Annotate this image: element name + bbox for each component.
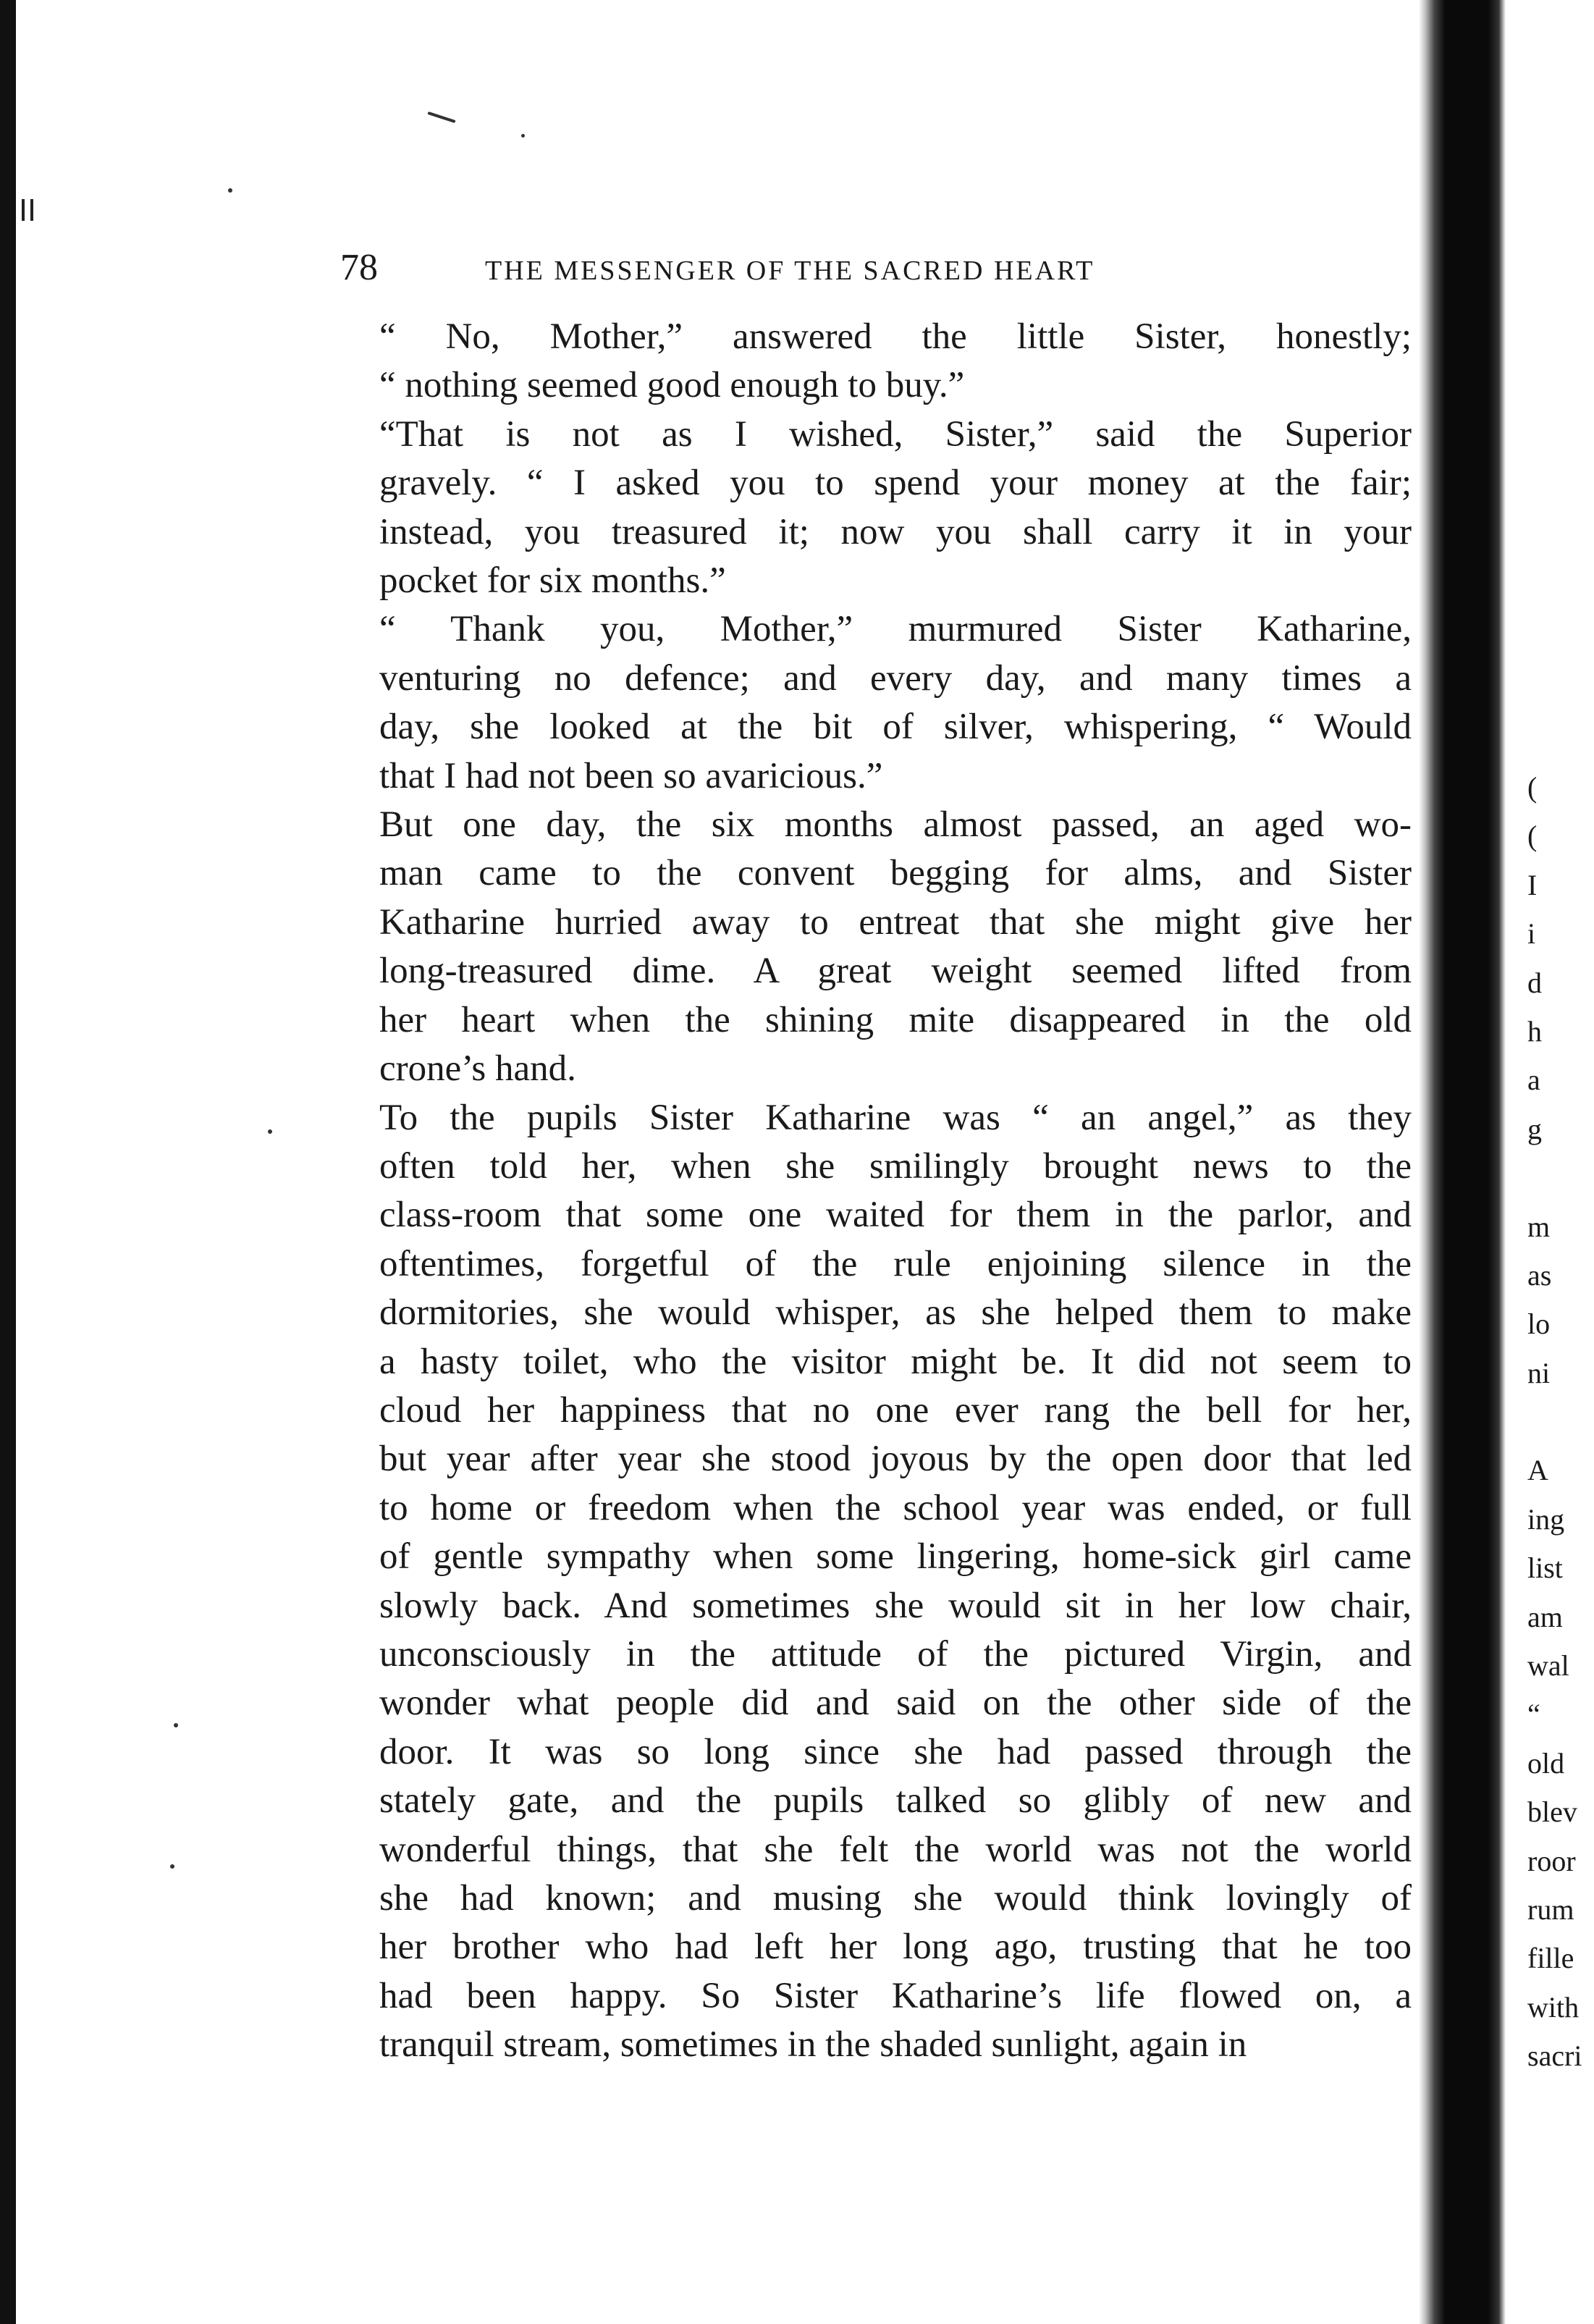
fragment: wal (1527, 1649, 1569, 1683)
scan-speck (228, 188, 232, 193)
fragment: with (1527, 1990, 1580, 2024)
text-line: man came to the convent begging for alms, and Sister (379, 853, 1412, 894)
paragraph (340, 411, 1412, 606)
fragment: ni (1527, 1356, 1551, 1389)
page-left-edge (0, 0, 16, 2324)
text-line: stately gate, and the pupils talked so glibly of new and (379, 1780, 1412, 1822)
text-line: but year after year she stood joyous by the open door that led (379, 1439, 1412, 1480)
text-line: she had known; and musing she would think lovingly of (379, 1878, 1412, 1919)
paragraph (340, 1094, 1412, 2070)
text-line: crone’s hand. (379, 1048, 576, 1090)
text-line: had been happy. So Sister Katharine’s life flowed on, a (379, 1975, 1412, 2016)
fragment: am (1527, 1600, 1563, 1633)
scan-speck (268, 1129, 272, 1134)
fragment: as (1527, 1258, 1552, 1292)
fragment (1527, 1153, 1593, 1202)
text-line: But one day, the six months almost passed, an aged wo- (379, 804, 1412, 846)
text-line: wonderful things, that she felt the world was not the world (379, 1829, 1412, 1870)
gutter-binding-shadow (1419, 0, 1506, 2324)
fragment: I (1527, 868, 1538, 901)
fragment: h (1527, 1014, 1542, 1048)
fragment: ing (1527, 1502, 1565, 1536)
text-line: “That is not as I wished, Sister,” said the Superior (379, 413, 1412, 455)
paragraph (340, 605, 1412, 801)
fragment (1527, 1397, 1593, 1446)
text-line: often told her, when she smilingly brought news to the (379, 1145, 1412, 1187)
margin-mark (22, 199, 25, 221)
fragment: sacri (1527, 2039, 1582, 2073)
fragment: “ (1527, 1698, 1540, 1731)
running-head-title: THE MESSENGER OF THE SACRED HEART (485, 256, 1095, 286)
text-line: slowly back. And sometimes she would sit in her low chair, (379, 1585, 1412, 1626)
fragment: m (1527, 1210, 1551, 1243)
fragment: g (1527, 1112, 1542, 1145)
fragment: list (1527, 1552, 1563, 1585)
fragment: A (1527, 1454, 1548, 1487)
text-line: to home or freedom when the school year was ended, or full (379, 1487, 1412, 1528)
text-line: class-room that some one waited for them in the parlor, and (379, 1195, 1412, 1236)
text-line: of gentle sympathy when some lingering, home-sick girl came (379, 1536, 1412, 1578)
running-head (340, 246, 1412, 304)
fragment: blev (1527, 1795, 1577, 1829)
scan-speck (174, 1723, 178, 1727)
margin-mark (30, 199, 33, 221)
text-line: unconsciously in the attitude of the pictured Virgin, and (379, 1633, 1412, 1675)
text-line: long-treasured dime. A great weight seemed lifted from (379, 951, 1412, 992)
fragment: ( (1527, 820, 1538, 853)
facing-page-fragments (1527, 763, 1593, 2081)
fragment: roor (1527, 1844, 1576, 1877)
text-line: tranquil stream, sometimes in the shaded sunlight, again in (379, 2024, 1247, 2066)
fragment: d (1527, 966, 1542, 999)
fragment: old (1527, 1746, 1565, 1780)
scan-speck (521, 134, 525, 138)
fragment: ( (1527, 771, 1538, 804)
scan-speck (170, 1864, 174, 1869)
scan-speck (427, 111, 455, 123)
text-line: venturing no defence; and every day, and many times a (379, 657, 1412, 699)
fragment: lo (1527, 1308, 1551, 1341)
text-line: To the pupils Sister Katharine was “ an angel,” as they (379, 1097, 1412, 1138)
fragment: i (1527, 917, 1536, 951)
text-line: “ Thank you, Mother,” murmured Sister Katharine, (379, 609, 1412, 650)
paragraph (340, 313, 1412, 411)
fragment: fille (1527, 1942, 1574, 1975)
page-number: 78 (340, 247, 378, 288)
text-line: cloud her happiness that no one ever rang the bell for her, (379, 1389, 1412, 1431)
text-line: that I had not been so avaricious.” (379, 755, 883, 796)
text-line: dormitories, she would whisper, as she helped them to make (379, 1292, 1412, 1334)
body-text (340, 313, 1412, 2070)
text-line: day, she looked at the bit of silver, whispering, “ Would (379, 707, 1412, 748)
text-line: “ No, Mother,” answered the little Sister, honestly; (379, 316, 1412, 357)
text-line: “ nothing seemed good enough to buy.” (379, 365, 965, 406)
text-line: gravely. “ I asked you to spend your money at the fair; (379, 463, 1412, 504)
paragraph (340, 801, 1412, 1093)
fragment: rum (1527, 1893, 1574, 1926)
fragment: a (1527, 1064, 1540, 1097)
text-line: her brother who had left her long ago, trusting that he too (379, 1927, 1412, 1968)
text-line: door. It was so long since she had passed through the (379, 1731, 1412, 1772)
text-line: oftentimes, forgetful of the rule enjoining silence in the (379, 1243, 1412, 1284)
text-line: wonder what people did and said on the other side of the (379, 1683, 1412, 1724)
text-line: pocket for six months.” (379, 560, 726, 602)
text-line: Katharine hurried away to entreat that she might give her (379, 901, 1412, 943)
text-line: her heart when the shining mite disappeared in the old (379, 999, 1412, 1040)
book-page (340, 246, 1412, 2070)
text-line: instead, you treasured it; now you shall carry it in your (379, 511, 1412, 552)
text-line: a hasty toilet, who the visitor might be. It did not seem to (379, 1341, 1412, 1382)
